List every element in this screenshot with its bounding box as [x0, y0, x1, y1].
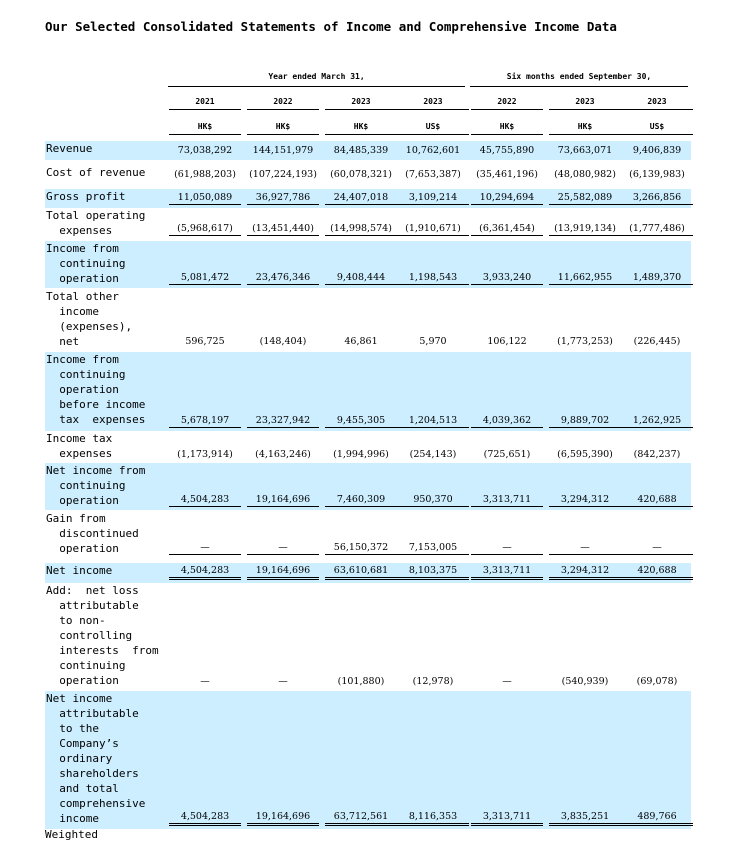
- year-header: 2023: [621, 95, 693, 110]
- value-cell: (226,445): [633, 336, 681, 347]
- row-label: Add: net loss attributable to non- controlling interests from continuing operation: [46, 584, 159, 687]
- value-cell: 4,504,283: [169, 564, 241, 580]
- value-cell: 9,455,305: [325, 414, 397, 428]
- value-cell: 3,294,312: [549, 493, 621, 507]
- year-header: 2023: [397, 95, 469, 110]
- value-cell: 1,262,925: [621, 414, 693, 428]
- value-cell: (61,988,203): [174, 169, 236, 180]
- value-cell: (1,773,253): [557, 336, 613, 347]
- value-cell: 489,766: [621, 810, 693, 826]
- table-row: [45, 511, 691, 558]
- value-cell: (725,651): [483, 449, 531, 460]
- table-row: [45, 352, 691, 431]
- currency-header: HK$: [471, 120, 543, 135]
- value-cell: 3,933,240: [471, 271, 543, 285]
- value-cell: (107,224,193): [249, 169, 317, 180]
- value-cell: 3,835,251: [549, 810, 621, 826]
- year-header: 2022: [471, 95, 543, 110]
- value-cell: (1,777,486): [621, 222, 693, 236]
- value-cell: 84,485,339: [333, 145, 389, 156]
- value-cell: 4,504,283: [169, 493, 241, 507]
- value-cell: 3,313,711: [471, 493, 543, 507]
- row-label: Revenue: [46, 142, 93, 155]
- value-cell: (14,998,574): [325, 222, 397, 236]
- value-cell: (101,880): [337, 676, 385, 687]
- value-cell: 10,294,694: [471, 191, 543, 205]
- row-label: Income from continuing operation before income tax expenses: [46, 353, 146, 426]
- value-cell: 11,662,955: [549, 271, 621, 285]
- value-cell: 5,678,197: [169, 414, 241, 428]
- value-cell: 3,266,856: [621, 191, 693, 205]
- table-row: [45, 165, 691, 184]
- value-cell: 63,712,561: [325, 810, 397, 826]
- currency-header-row: [168, 120, 688, 136]
- table-row: [45, 691, 691, 829]
- table-row: [45, 141, 691, 160]
- row-label: Cost of revenue: [46, 166, 146, 179]
- value-cell: 5,970: [419, 336, 447, 347]
- year-header: 2021: [169, 95, 241, 110]
- value-cell: 4,504,283: [169, 810, 241, 826]
- value-cell: (4,163,246): [255, 449, 311, 460]
- value-cell: 5,081,472: [169, 271, 241, 285]
- value-cell: 23,476,346: [247, 271, 319, 285]
- value-cell: 106,122: [487, 336, 527, 347]
- table-row: [45, 241, 691, 288]
- value-cell: (13,919,134): [549, 222, 621, 236]
- value-cell: 3,313,711: [471, 564, 543, 580]
- table-row: [45, 189, 691, 208]
- value-cell: —: [200, 676, 210, 687]
- value-cell: 7,460,309: [325, 493, 397, 507]
- value-cell: 24,407,018: [325, 191, 397, 205]
- value-cell: 63,610,681: [325, 564, 397, 580]
- value-cell: (35,461,196): [476, 169, 538, 180]
- value-cell: 8,103,375: [397, 564, 469, 580]
- value-cell: —: [278, 676, 288, 687]
- truncated-row-label: Weighted: [45, 828, 98, 841]
- value-cell: (7,653,387): [405, 169, 461, 180]
- value-cell: (6,361,454): [471, 222, 543, 236]
- value-cell: (540,939): [561, 676, 609, 687]
- value-cell: 1,204,513: [397, 414, 469, 428]
- year-header: 2023: [549, 95, 621, 110]
- value-cell: 45,755,890: [479, 145, 535, 156]
- value-cell: 3,313,711: [471, 810, 543, 826]
- value-cell: 46,861: [344, 336, 378, 347]
- value-cell: (5,968,617): [169, 222, 241, 236]
- value-cell: —: [169, 541, 241, 555]
- value-cell: 420,688: [621, 564, 693, 580]
- value-cell: (842,237): [633, 449, 681, 460]
- value-cell: 19,164,696: [247, 810, 319, 826]
- value-cell: (148,404): [259, 336, 307, 347]
- table-row: [45, 289, 691, 351]
- value-cell: 144,151,979: [252, 145, 314, 156]
- value-cell: 9,406,839: [632, 145, 682, 156]
- row-label: Income tax expenses: [46, 432, 113, 460]
- value-cell: 7,153,005: [397, 541, 469, 555]
- value-cell: 19,164,696: [247, 493, 319, 507]
- currency-header: HK$: [549, 120, 621, 135]
- row-label: Income from continuing operation: [46, 242, 126, 285]
- value-cell: (69,078): [636, 676, 678, 687]
- currency-header: US$: [397, 120, 469, 135]
- table-row: [45, 563, 691, 583]
- value-cell: —: [549, 541, 621, 555]
- value-cell: (1,910,671): [397, 222, 469, 236]
- value-cell: 56,150,372: [325, 541, 397, 555]
- row-label: Net income: [46, 564, 113, 577]
- currency-header: HK$: [247, 120, 319, 135]
- value-cell: (60,078,321): [330, 169, 392, 180]
- value-cell: (6,139,983): [629, 169, 685, 180]
- row-label: Gain from discontinued operation: [46, 512, 139, 555]
- value-cell: 25,582,089: [549, 191, 621, 205]
- value-cell: —: [621, 541, 693, 555]
- value-cell: —: [247, 541, 319, 555]
- value-cell: (48,080,982): [554, 169, 616, 180]
- value-cell: 36,927,786: [247, 191, 319, 205]
- value-cell: (13,451,440): [247, 222, 319, 236]
- value-cell: —: [471, 541, 543, 555]
- value-cell: 19,164,696: [247, 564, 319, 580]
- value-cell: (1,994,996): [333, 449, 389, 460]
- value-cell: 8,116,353: [397, 810, 469, 826]
- row-label: Net income from continuing operation: [46, 464, 146, 507]
- value-cell: 1,198,543: [397, 271, 469, 285]
- value-cell: 950,370: [397, 493, 469, 507]
- currency-header: US$: [621, 120, 693, 135]
- value-cell: 9,889,702: [549, 414, 621, 428]
- value-cell: 9,408,444: [325, 271, 397, 285]
- currency-header: HK$: [169, 120, 241, 135]
- value-cell: 4,039,362: [471, 414, 543, 428]
- value-cell: 73,663,071: [557, 145, 613, 156]
- value-cell: (6,595,390): [557, 449, 613, 460]
- row-label: Total other income (expenses), net: [46, 290, 133, 348]
- year-header-row: [168, 95, 688, 111]
- row-label: Gross profit: [46, 190, 126, 203]
- value-cell: (12,978): [412, 676, 454, 687]
- row-label: Total operating expenses: [46, 209, 146, 237]
- table-row: [45, 208, 691, 239]
- value-cell: 11,050,089: [169, 191, 241, 205]
- value-cell: 10,762,601: [405, 145, 461, 156]
- value-cell: 3,294,312: [549, 564, 621, 580]
- value-cell: 596,725: [185, 336, 225, 347]
- value-cell: 420,688: [621, 493, 693, 507]
- group-header-six-months: Six months ended September 30,: [470, 70, 688, 87]
- currency-header: HK$: [325, 120, 397, 135]
- value-cell: (1,173,914): [177, 449, 233, 460]
- table-row: [45, 431, 691, 464]
- page-title: Our Selected Consolidated Statements of Income and Comprehensive Income Data: [45, 19, 617, 34]
- row-label: Net income attributable to the Company’s ordinary shareholders and total comprehensive income: [46, 692, 146, 825]
- value-cell: 73,038,292: [177, 145, 233, 156]
- year-header: 2022: [247, 95, 319, 110]
- value-cell: 1,489,370: [621, 271, 693, 285]
- value-cell: 3,109,214: [397, 191, 469, 205]
- value-cell: 23,327,942: [247, 414, 319, 428]
- value-cell: (254,143): [409, 449, 457, 460]
- value-cell: —: [502, 676, 512, 687]
- group-header-fiscal-year: Year ended March 31,: [168, 70, 465, 87]
- year-header: 2023: [325, 95, 397, 110]
- table-row: [45, 583, 691, 691]
- table-row: [45, 463, 691, 510]
